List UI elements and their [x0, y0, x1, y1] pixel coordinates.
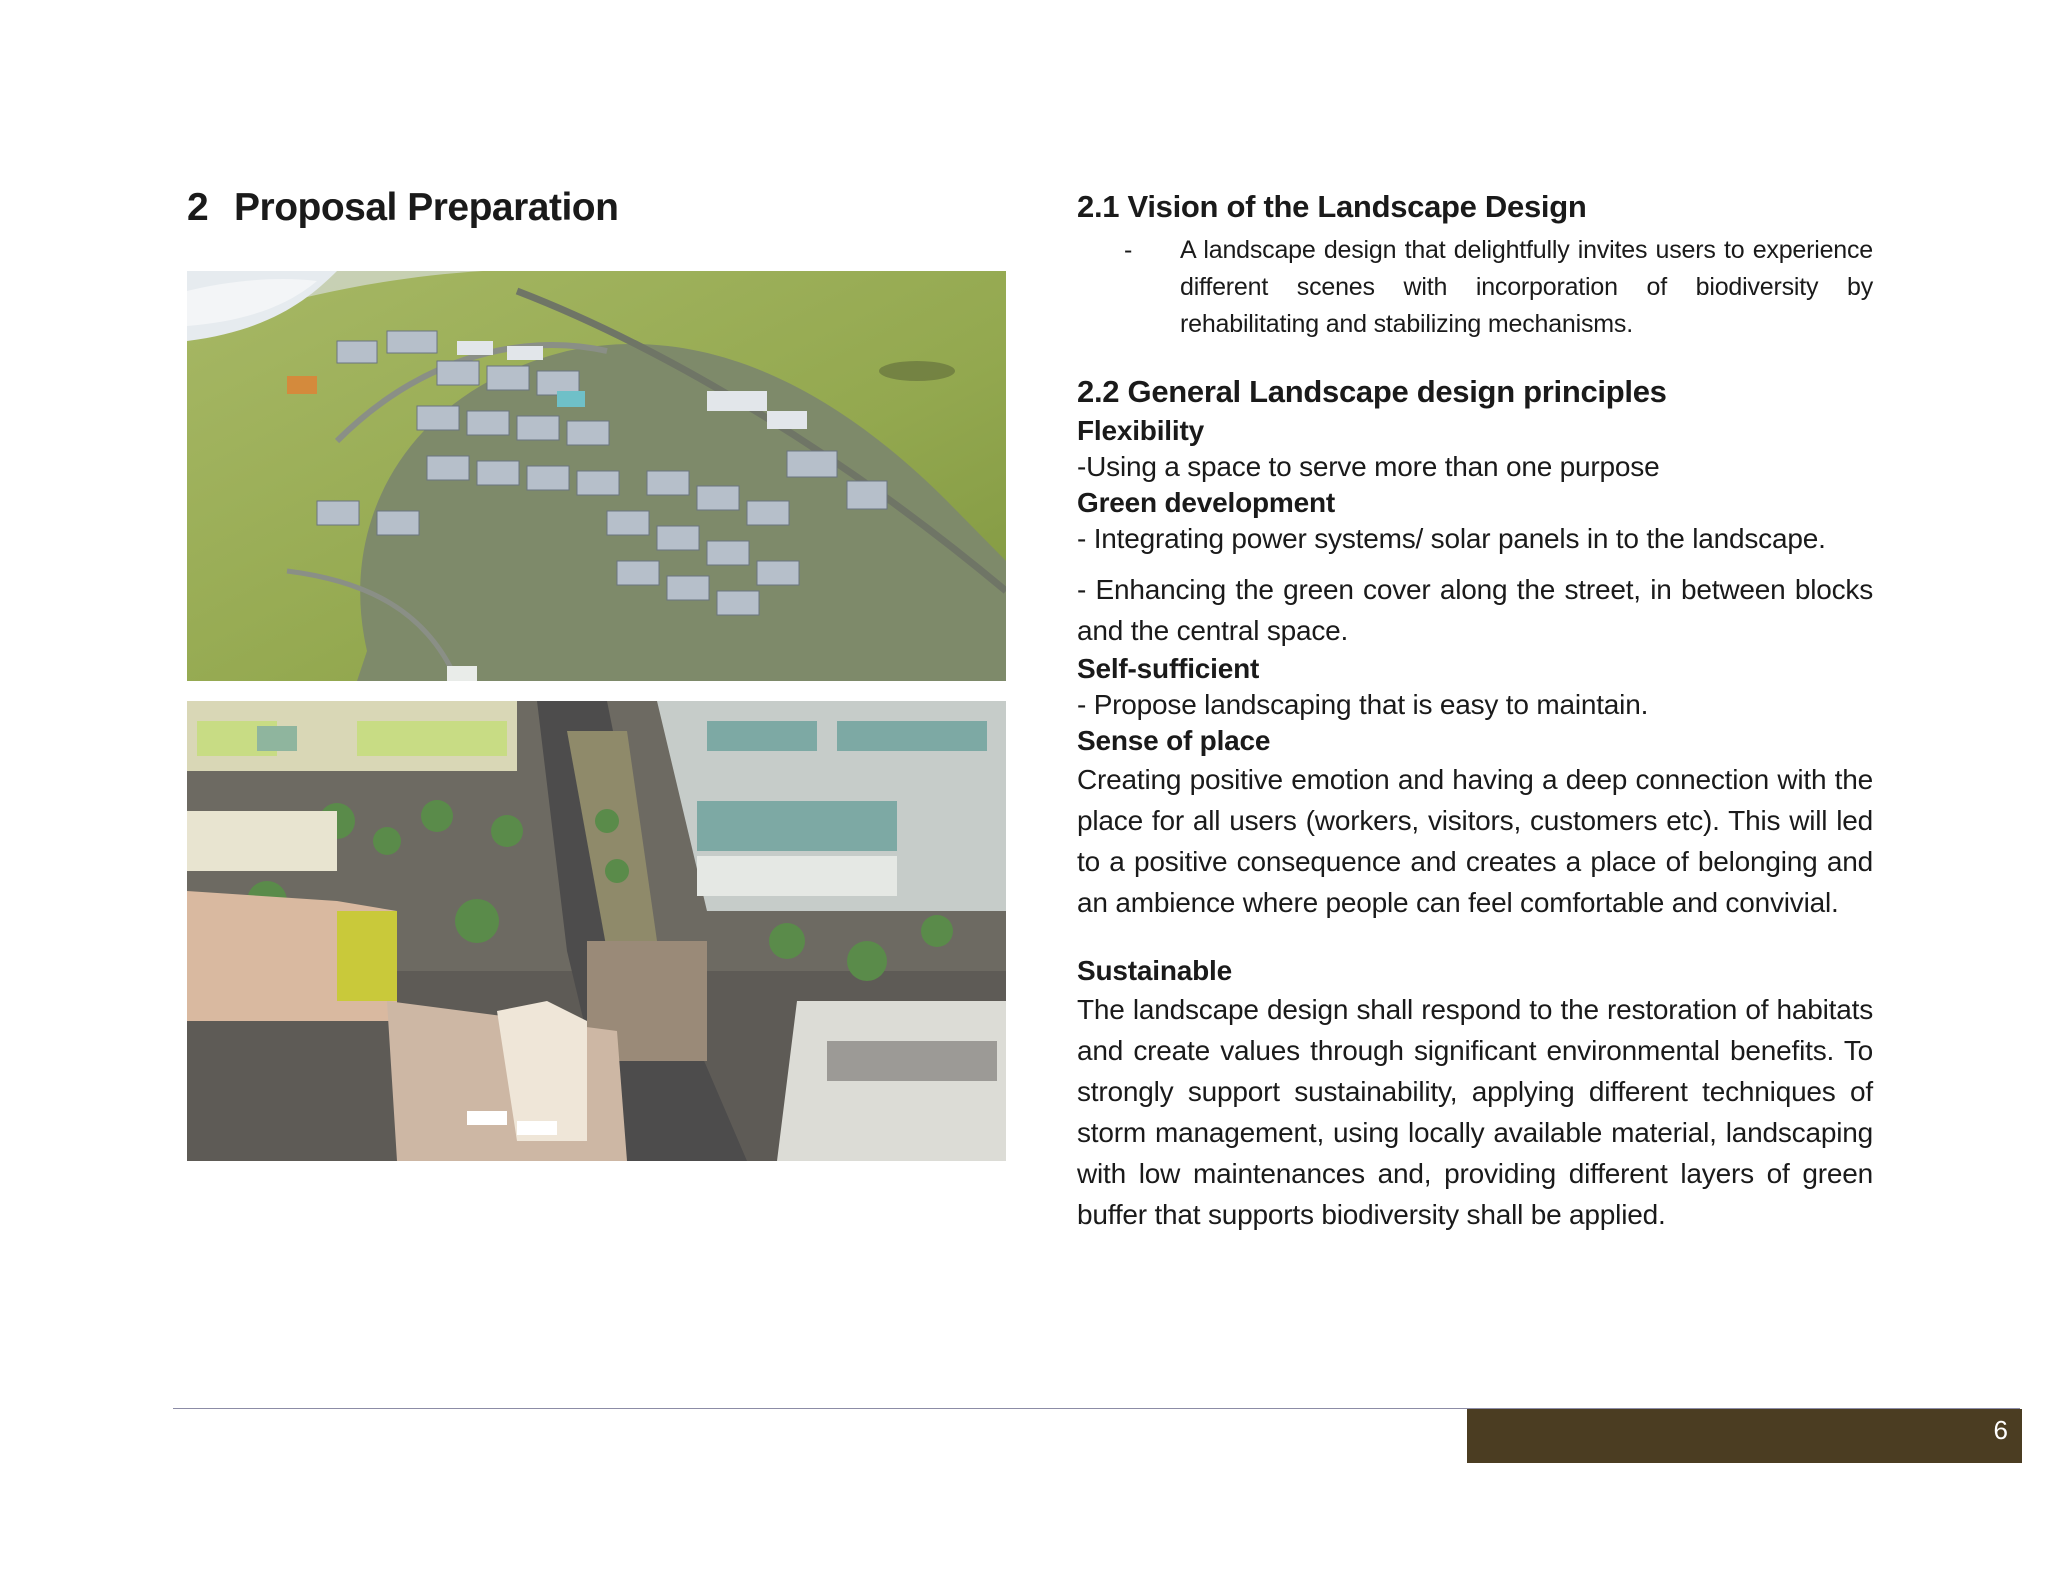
sustainable-title: Sustainable	[1077, 955, 1232, 986]
sense-of-place-text: Creating positive emotion and having a deep connection with the place for all users (workers, visitors, customers etc). This will led to a positive consequence and creates a place of belonging and an ambience where people can feel comfortable and convivial.	[1077, 764, 1873, 918]
footer-bar	[1467, 1409, 2022, 1463]
sustainable-text: The landscape design shall respond to the restoration of habitats and create values through significant environmental benefits. To strongly support sustainability, applying different techniques of storm management, using locally available material, landscaping with low maintenances and, providing different layers of green buffer that supports biodiversity shall be applied.	[1077, 994, 1873, 1230]
sense-of-place-title: Sense of place	[1077, 725, 1271, 756]
vision-bullet	[1077, 232, 1873, 343]
bullet-marker: -	[1124, 236, 1133, 264]
green-development-text-2: - Enhancing the green cover along the street, in between blocks and the central space.	[1077, 574, 1873, 646]
self-sufficient-title: Self-sufficient	[1077, 653, 1260, 684]
green-development-title: Green development	[1077, 487, 1336, 518]
flexibility-title: Flexibility	[1077, 415, 1204, 446]
section-number: 2	[187, 186, 209, 229]
green-development-text-1: - Integrating power systems/ solar panels in to the landscape.	[1077, 523, 1826, 554]
text-column	[1077, 186, 1873, 1235]
section-title: Proposal Preparation	[234, 186, 619, 229]
section-heading	[187, 186, 618, 230]
street-level-render	[187, 701, 1006, 1161]
vision-bullet-text: A landscape design that delightfully invites users to experience different scenes with incorporation of biodiversity by rehabilitating and stabilizing mechanisms.	[1180, 236, 1873, 338]
self-sufficient-text: - Propose landscaping that is easy to maintain.	[1077, 689, 1649, 720]
aerial-masterplan-render	[187, 271, 1006, 681]
vision-heading: 2.1 Vision of the Landscape Design	[1077, 189, 1587, 224]
page-number: 6	[1993, 1415, 2008, 1445]
principles-heading: 2.2 General Landscape design principles	[1077, 374, 1667, 409]
flexibility-text: -Using a space to serve more than one purpose	[1077, 451, 1660, 482]
